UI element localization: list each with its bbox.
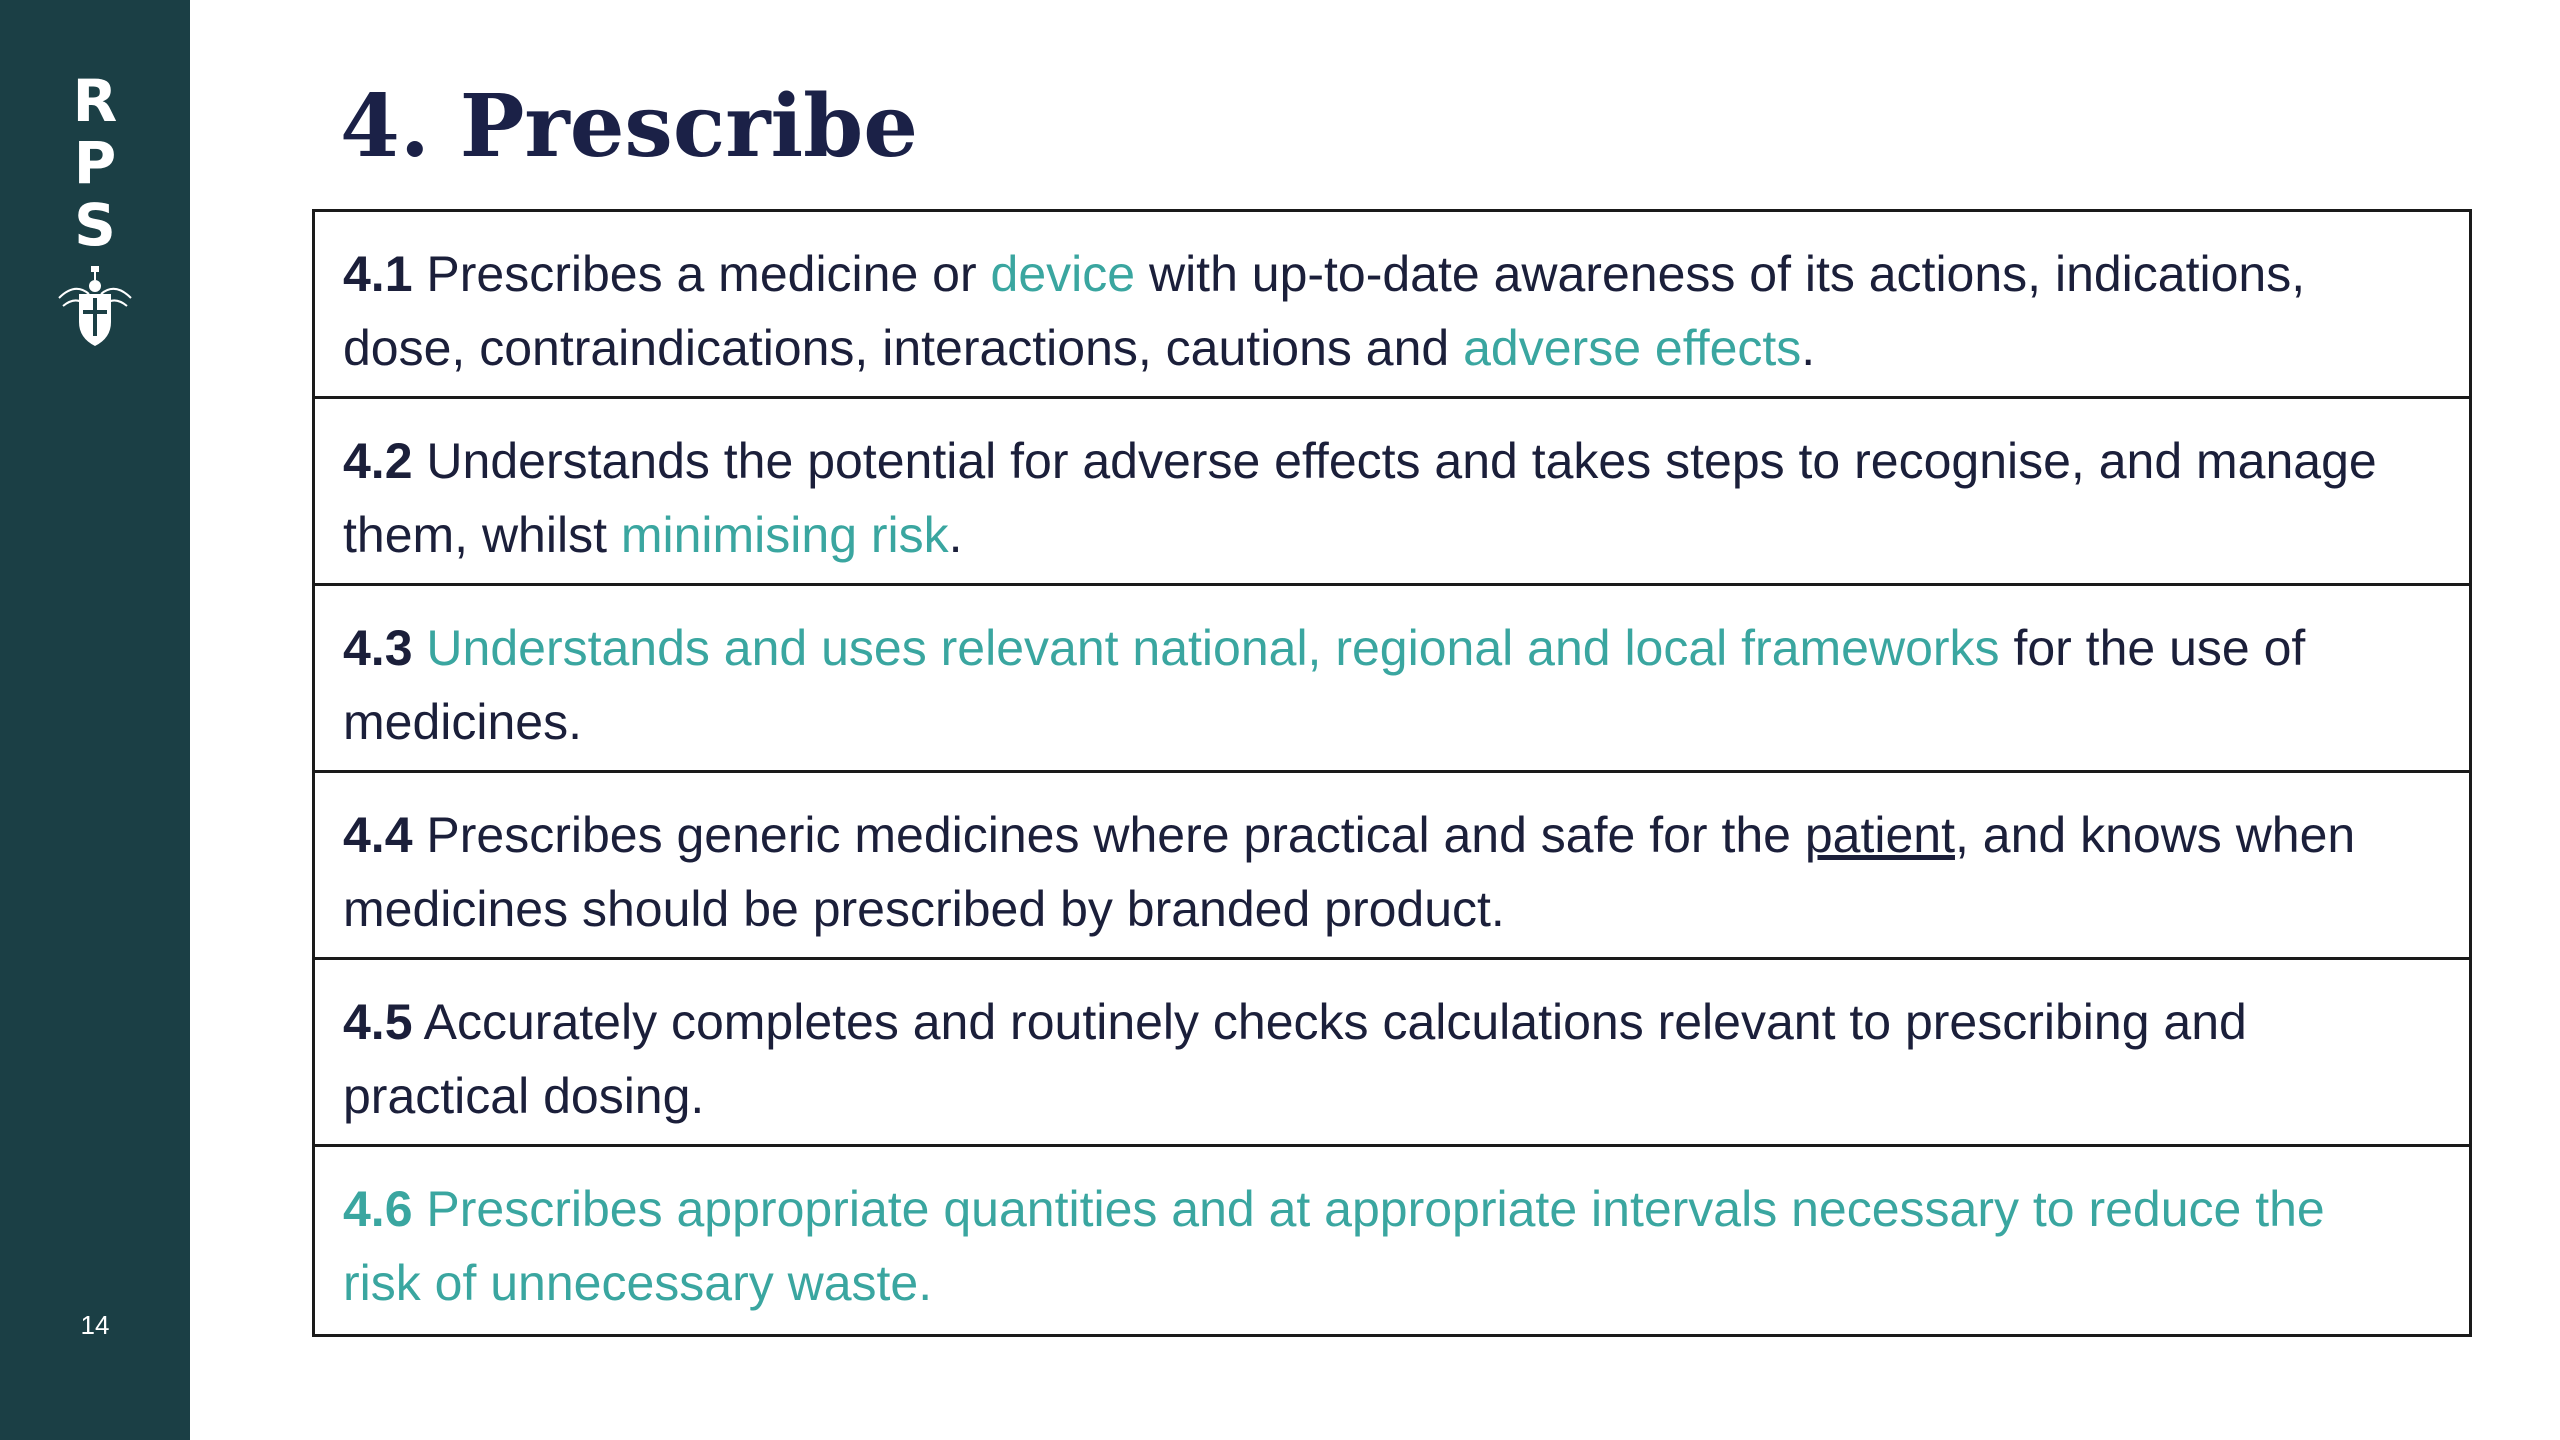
glossary-link-patient[interactable]: patient: [1804, 807, 1955, 863]
criterion-number: 4.1: [343, 246, 413, 302]
glossary-link-minimising-risk[interactable]: minimising risk: [620, 507, 949, 563]
glossary-link-device[interactable]: device: [990, 246, 1136, 302]
criterion-number: 4.5: [343, 994, 413, 1050]
criterion-text: Understands the potential for adverse effects and takes steps to recognise, and manage them, whilst: [343, 433, 2377, 563]
criterion-4-3: [315, 586, 2469, 773]
criterion-4-2: [315, 399, 2469, 586]
criterion-text: Prescribes a medicine or: [412, 246, 991, 302]
glossary-link-adverse-effects[interactable]: adverse effects: [1463, 320, 1802, 376]
highlighted-criterion-text: Understands and uses relevant national, regional and local frameworks: [426, 620, 2000, 676]
highlighted-criterion-text: Prescribes appropriate quantities and at appropriate intervals necessary to reduce the risk of unnecessary waste.: [343, 1181, 2325, 1311]
criterion-text: , and knows when medicines should be prescribed by branded product.: [343, 807, 2356, 937]
criterion-number: 4.4: [343, 807, 413, 863]
criteria-table: [312, 209, 2472, 1337]
sidebar: [0, 0, 190, 1440]
criterion-text: .: [1801, 320, 1816, 376]
criterion-4-5: [315, 960, 2469, 1147]
criterion-text: Accurately completes and routinely checks calculations relevant to prescribing and practical dosing.: [343, 994, 2247, 1124]
crest-icon: [55, 264, 135, 348]
criterion-text: Prescribes generic medicines where practical and safe for the: [412, 807, 1805, 863]
criterion-number: 4.6: [343, 1181, 413, 1237]
criterion-text: with up-to-date awareness of its actions, indications, dose, contraindications, interactions, cautions and: [343, 246, 2306, 376]
criterion-number: 4.3: [343, 620, 413, 676]
logo-letter-r: R: [72, 67, 118, 135]
page-number: 14: [80, 1310, 110, 1340]
logo-letter-p: P: [73, 129, 117, 197]
criterion-4-1: [315, 212, 2469, 399]
rps-logo: [0, 67, 190, 348]
criterion-4-6: [315, 1147, 2469, 1334]
criterion-4-4: [315, 773, 2469, 960]
criterion-text: .: [948, 507, 963, 563]
logo-letter-s: S: [74, 191, 116, 259]
criterion-number: 4.2: [343, 433, 413, 489]
criterion-text: for the use of medicines.: [343, 620, 2306, 750]
page-title: 4. Prescribe: [340, 76, 919, 177]
